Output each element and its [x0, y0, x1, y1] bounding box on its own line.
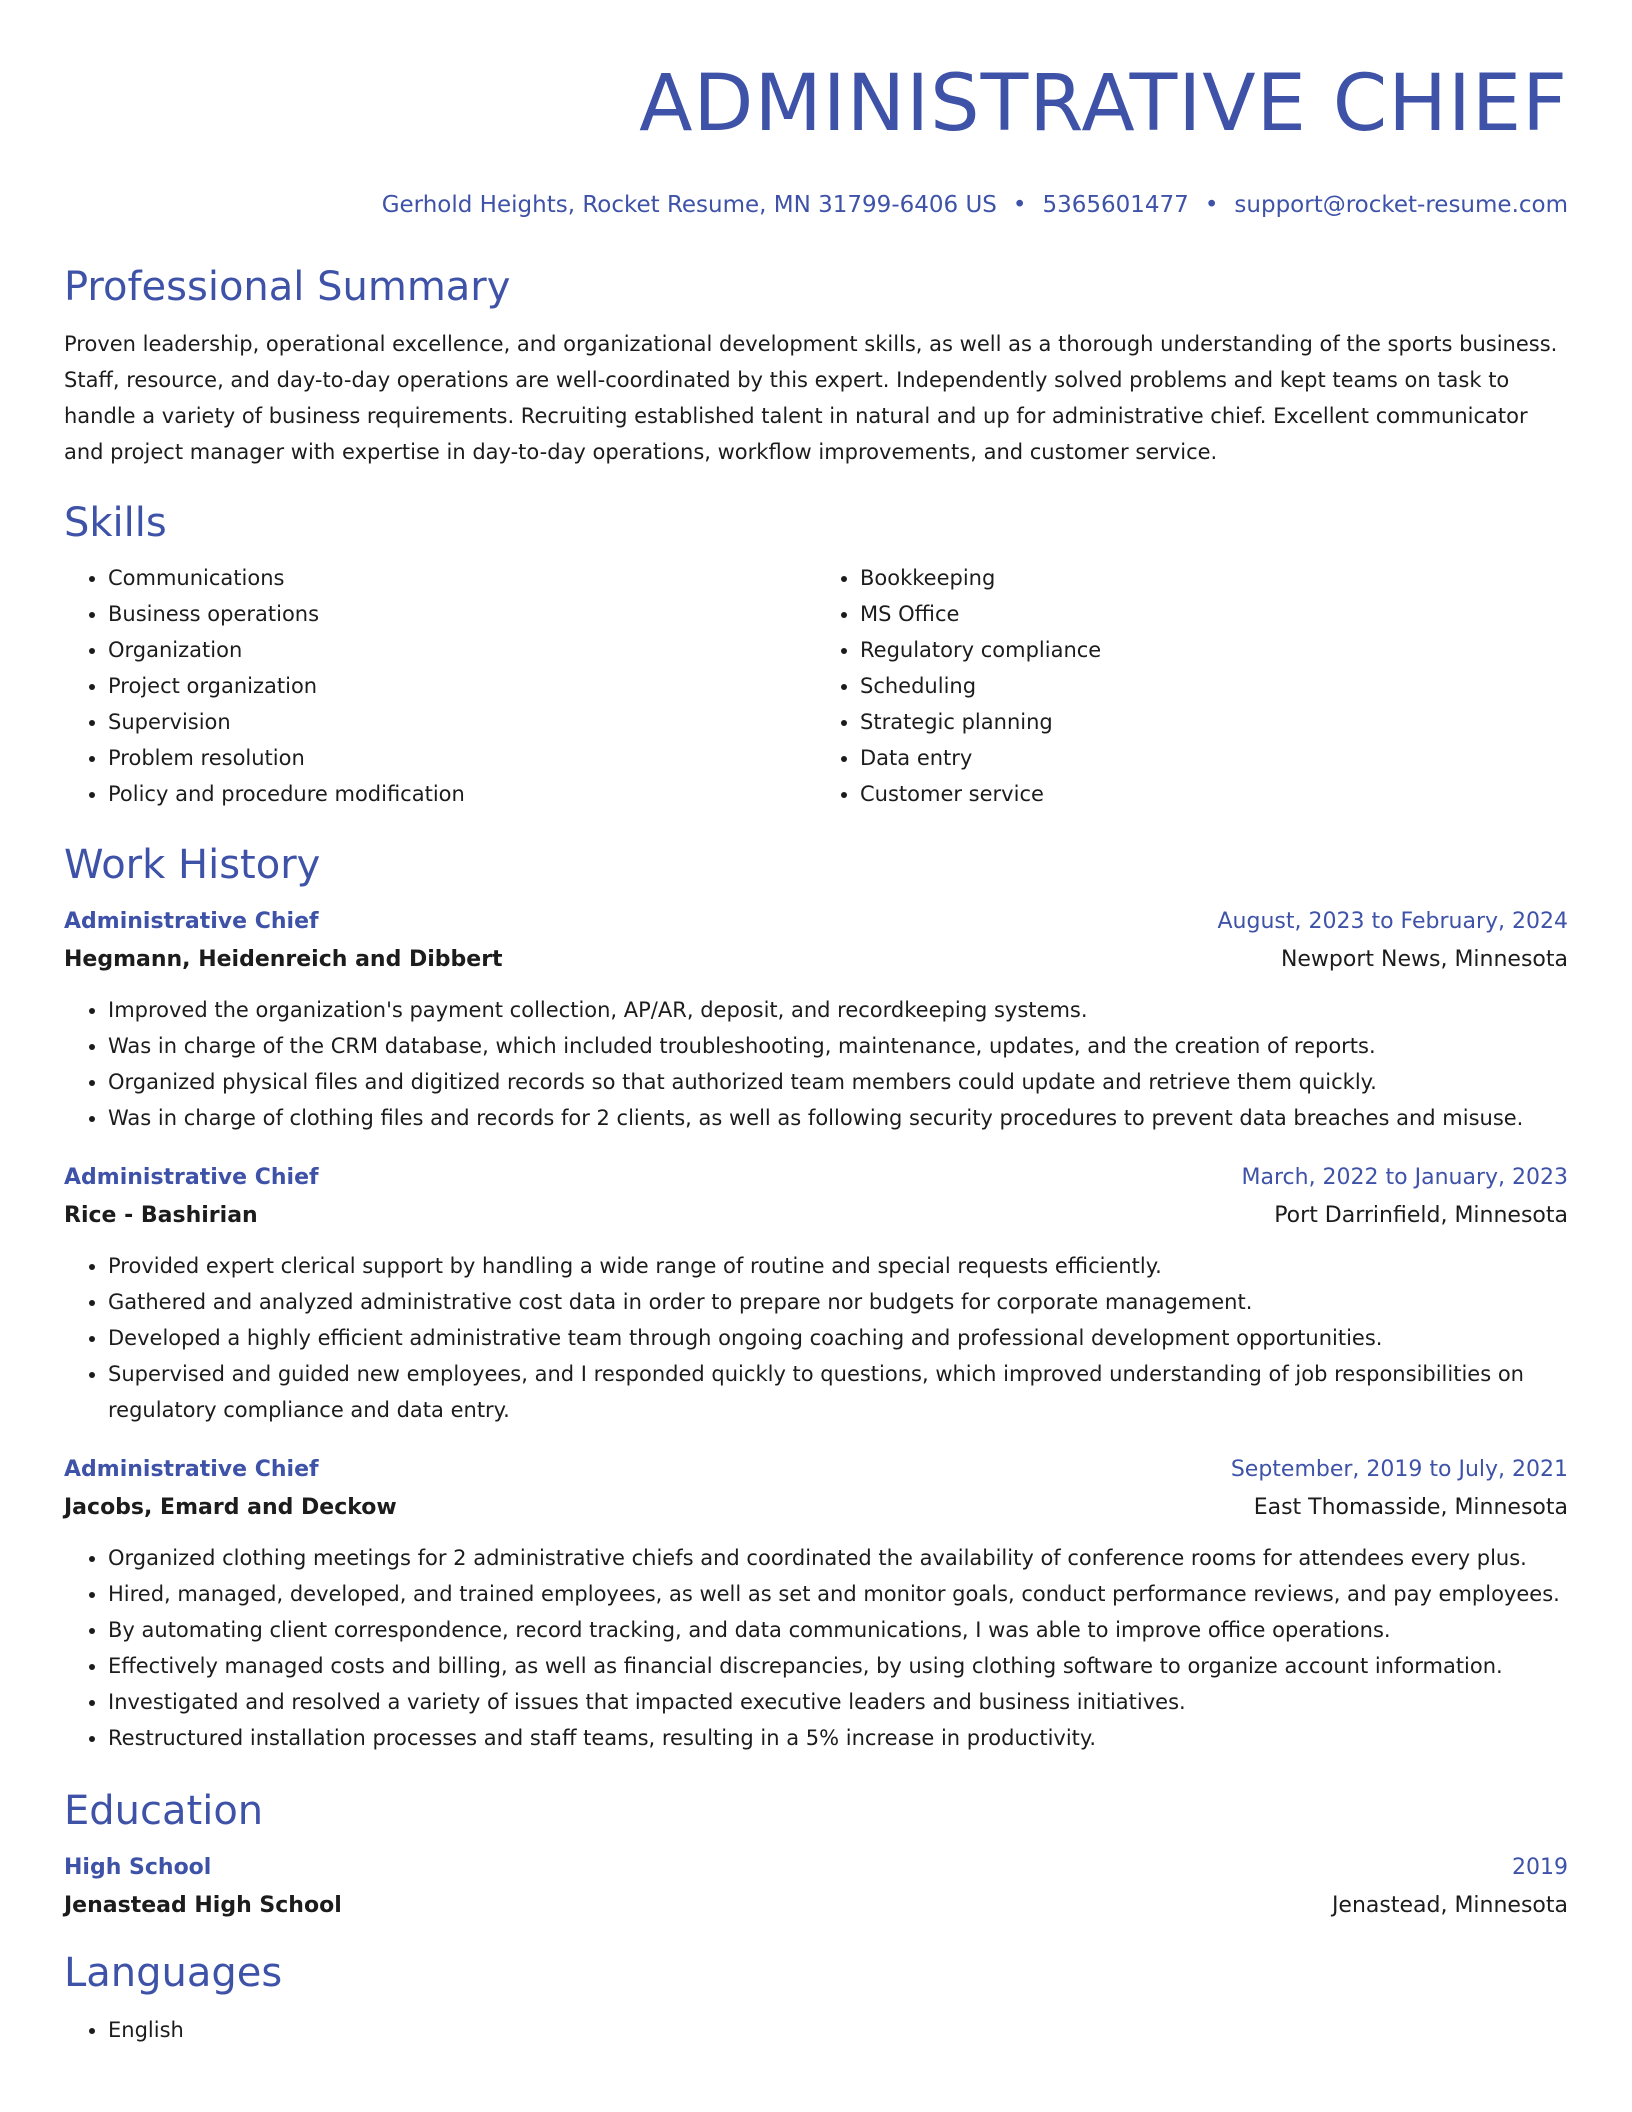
resume-name: ADMINISTRATIVE CHIEF: [639, 59, 1568, 149]
job-bullet: • By automating client correspondence, record tracking, and data communications, I was able to improve office operations.: [108, 1612, 1568, 1648]
skill-item: • Strategic planning: [860, 704, 1568, 740]
job-entry: [64, 1452, 1568, 1756]
job-bullet: • Effectively managed costs and billing, as well as financial discrepancies, by using clothing software to organize account information.: [108, 1648, 1568, 1684]
job-bullets: [64, 1248, 1568, 1428]
skills-grid: [64, 560, 1568, 812]
job-company-row: [64, 940, 1568, 980]
skill-item: • Business operations: [108, 596, 816, 632]
education-year: 2019: [1512, 1855, 1568, 1880]
job-bullet: • Was in charge of clothing files and records for 2 clients, as well as following security procedures to prevent data breaches and misuse.: [108, 1100, 1568, 1136]
job-title: Administrative Chief: [64, 1165, 319, 1190]
job-location: Port Darrinfield, Minnesota: [1274, 1203, 1568, 1228]
contact-email[interactable]: support@rocket-resume.com: [1234, 192, 1568, 218]
contact-separator: •: [1204, 192, 1219, 218]
job-bullet: • Gathered and analyzed administrative cost data in order to prepare nor budgets for corporate management.: [108, 1284, 1568, 1320]
languages-heading: Languages: [64, 1950, 283, 1996]
job-bullet: • Improved the organization's payment collection, AP/AR, deposit, and recordkeeping systems.: [108, 992, 1568, 1028]
job-dates: March, 2022 to January, 2023: [1241, 1165, 1568, 1190]
education-location: Jenastead, Minnesota: [1331, 1893, 1568, 1918]
skill-item: • Policy and procedure modification: [108, 776, 816, 812]
skill-item: • MS Office: [860, 596, 1568, 632]
job-title: Administrative Chief: [64, 1457, 319, 1482]
job-header-row: [64, 904, 1568, 940]
education-school-row: [64, 1886, 1568, 1926]
job-bullet: • Developed a highly efficient administrative team through ongoing coaching and professional development opportunities.: [108, 1320, 1568, 1356]
skill-item: • Bookkeeping: [860, 560, 1568, 596]
contact-address: Gerhold Heights, Rocket Resume, MN 31799-6406 US: [381, 192, 997, 218]
job-bullet: • Restructured installation processes and staff teams, resulting in a 5% increase in productivity.: [108, 1720, 1568, 1756]
job-company-row: [64, 1196, 1568, 1236]
contact-phone: 5365601477: [1042, 192, 1189, 218]
skill-item: • Supervision: [108, 704, 816, 740]
skill-item: • Project organization: [108, 668, 816, 704]
education-heading: Education: [64, 1788, 264, 1834]
skill-item: • Data entry: [860, 740, 1568, 776]
education-header-row: [64, 1850, 1568, 1886]
languages-list: [64, 2012, 1568, 2048]
job-entry: [64, 904, 1568, 1136]
skill-item: • Communications: [108, 560, 816, 596]
job-dates: September, 2019 to July, 2021: [1230, 1457, 1568, 1482]
summary-text: Proven leadership, operational excellence, and organizational development skills, as well as a thorough understanding of the sports business. Staff, resource, and day-to-day operations are well-coordinated by this expert. Independently solved problems and kept teams on task to handle a variety of business requirements. Recruiting established talent in natural and up for administrative chief. Excellent communicator and project manager with expertise in day-to-day operations, workflow improvements, and customer service.: [64, 332, 1558, 464]
contact-line: [64, 190, 1568, 220]
job-title: Administrative Chief: [64, 909, 319, 934]
job-entry: [64, 1160, 1568, 1428]
job-bullet: • Investigated and resolved a variety of issues that impacted executive leaders and business initiatives.: [108, 1684, 1568, 1720]
skill-item: • Organization: [108, 632, 816, 668]
job-bullets: [64, 992, 1568, 1136]
job-dates: August, 2023 to February, 2024: [1217, 909, 1568, 934]
education-school: Jenastead High School: [64, 1893, 342, 1918]
job-bullet: • Was in charge of the CRM database, which included troubleshooting, maintenance, updates, and the creation of reports.: [108, 1028, 1568, 1064]
skills-heading: Skills: [64, 500, 167, 546]
education-entry: [64, 1850, 1568, 1926]
job-header-row: [64, 1160, 1568, 1196]
skills-column-left: [64, 560, 816, 812]
summary-heading: Professional Summary: [64, 264, 511, 310]
job-company: Hegmann, Heidenreich and Dibbert: [64, 947, 503, 972]
contact-separator: •: [1012, 192, 1027, 218]
job-bullet: • Provided expert clerical support by handling a wide range of routine and special requests efficiently.: [108, 1248, 1568, 1284]
job-header-row: [64, 1452, 1568, 1488]
job-location: East Thomasside, Minnesota: [1253, 1495, 1568, 1520]
job-company-row: [64, 1488, 1568, 1528]
job-location: Newport News, Minnesota: [1280, 947, 1568, 972]
skill-item: • Problem resolution: [108, 740, 816, 776]
language-item: • English: [108, 2012, 1568, 2048]
work-history-heading: Work History: [64, 842, 321, 888]
skills-column-right: [816, 560, 1568, 812]
job-company: Rice - Bashirian: [64, 1203, 258, 1228]
skill-item: • Customer service: [860, 776, 1568, 812]
skill-item: • Scheduling: [860, 668, 1568, 704]
job-company: Jacobs, Emard and Deckow: [64, 1495, 397, 1520]
job-bullet: • Organized physical files and digitized records so that authorized team members could update and retrieve them quickly.: [108, 1064, 1568, 1100]
job-bullet: • Organized clothing meetings for 2 administrative chiefs and coordinated the availability of conference rooms for attendees every plus.: [108, 1540, 1568, 1576]
job-bullets: [64, 1540, 1568, 1756]
job-bullet: • Hired, managed, developed, and trained employees, as well as set and monitor goals, conduct performance reviews, and pay employees.: [108, 1576, 1568, 1612]
job-bullet: • Supervised and guided new employees, and I responded quickly to questions, which improved understanding of job responsibilities on regulatory compliance and data entry.: [108, 1356, 1568, 1428]
education-degree: High School: [64, 1855, 212, 1880]
skill-item: • Regulatory compliance: [860, 632, 1568, 668]
